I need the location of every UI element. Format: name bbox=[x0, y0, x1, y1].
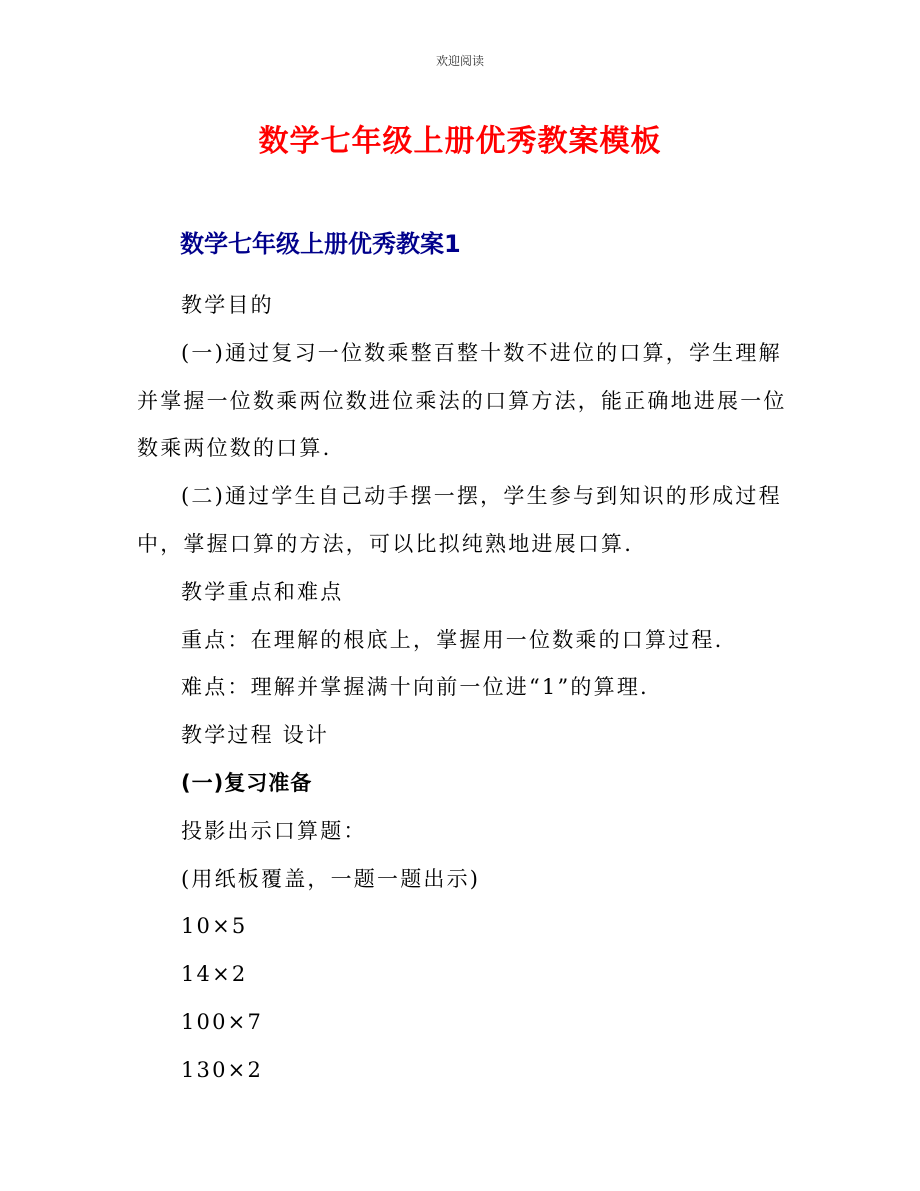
paragraph-cover-note: (用纸板覆盖，一题一题出示) bbox=[181, 866, 481, 891]
paragraph-focus: 重点：在理解的根底上，掌握用一位数乘的口算过程. bbox=[181, 627, 724, 652]
math-problem: 10×5 bbox=[181, 914, 248, 939]
document-title: 数学七年级上册优秀教案模板 bbox=[258, 124, 662, 159]
math-problem: 100×7 bbox=[181, 1009, 264, 1034]
paragraph-key-points: 教学重点和难点 bbox=[181, 579, 344, 604]
math-problem: 14×2 bbox=[181, 962, 248, 987]
document-body bbox=[137, 282, 787, 1095]
paragraph-goal-two: (二)通过学生自己动手摆一摆，学生参与到知识的形成过程中，掌握口算的方法，可以比拟纯熟地进展口算. bbox=[137, 484, 782, 556]
paragraph-projection: 投影出示口算题： bbox=[181, 818, 367, 843]
paragraph-teaching-goal: 教学目的 bbox=[181, 293, 274, 317]
paragraph-goal-one: (一)通过复习一位数乘整百整十数不进位的口算，学生理解并掌握一位数乘两位数进位乘法的口算方法，能正确地进展一位数乘两位数的口算. bbox=[137, 340, 787, 461]
paragraph-process: 教学过程 设计 bbox=[181, 723, 330, 748]
paragraph-difficulty: 难点：理解并掌握满十向前一位进“1”的算理. bbox=[181, 675, 649, 700]
page-header: 欢迎阅读 bbox=[435, 54, 484, 68]
math-problem: 130×2 bbox=[181, 1057, 264, 1082]
subheading-review: (一)复习准备 bbox=[181, 770, 313, 795]
section-heading: 数学七年级上册优秀教案1 bbox=[180, 230, 461, 258]
